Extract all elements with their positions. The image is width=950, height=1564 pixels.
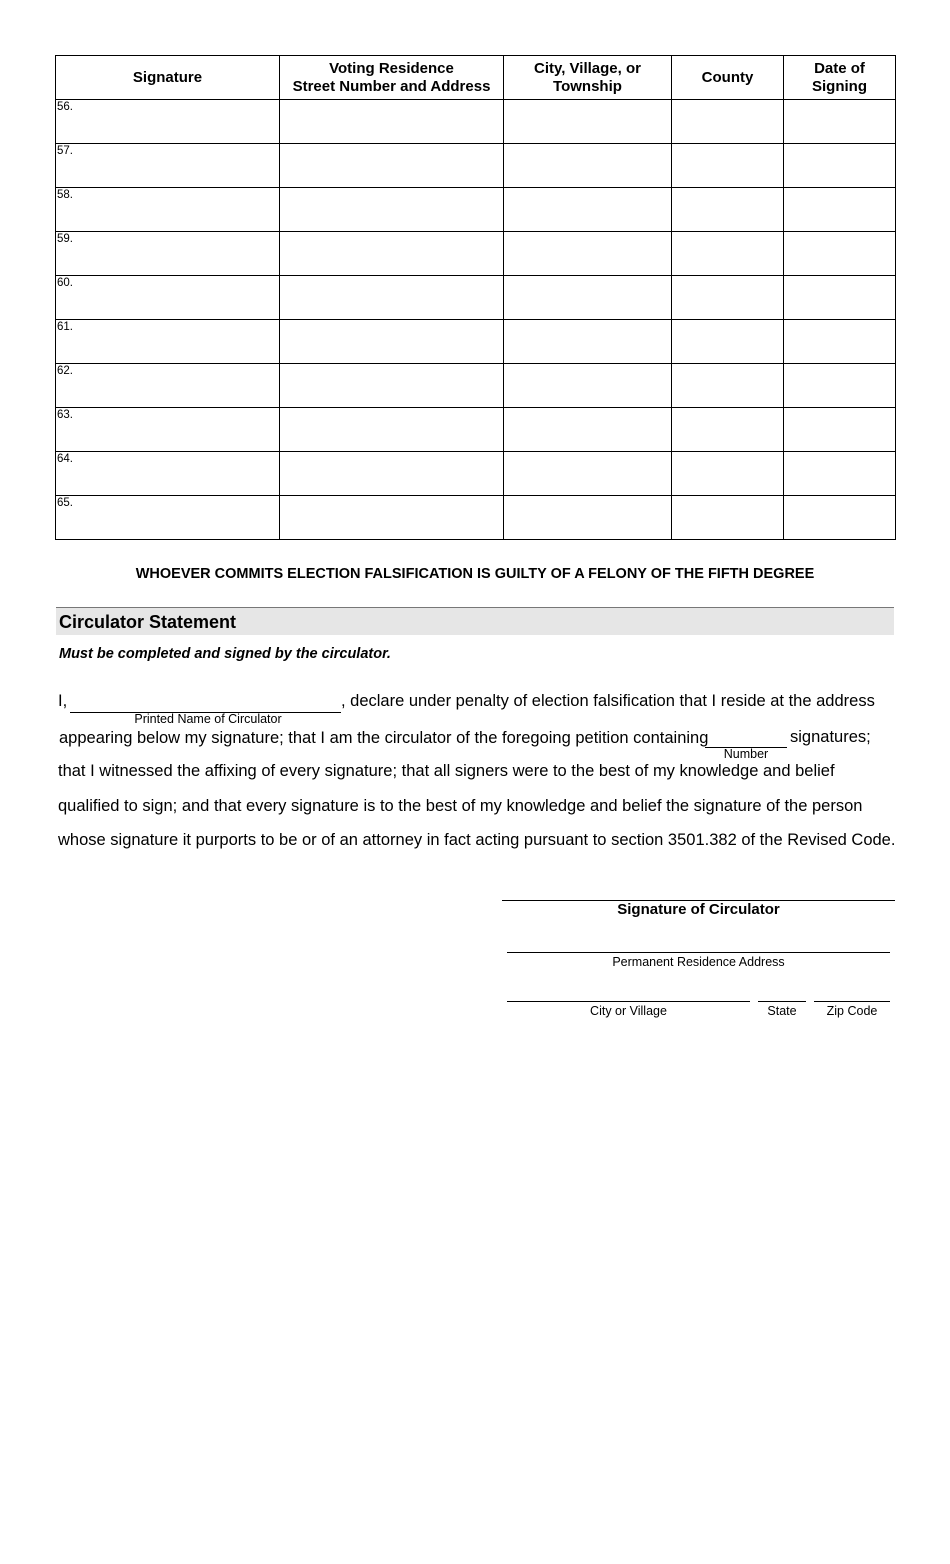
county-cell[interactable]: [672, 276, 784, 320]
county-cell[interactable]: [672, 320, 784, 364]
table-row: [56, 364, 896, 408]
city-cell[interactable]: [504, 144, 672, 188]
address-cell[interactable]: [280, 144, 504, 188]
zip-code-field[interactable]: [814, 985, 890, 1002]
date-cell[interactable]: [784, 408, 896, 452]
table-row: [56, 144, 896, 188]
address-cell[interactable]: [280, 496, 504, 540]
signature-cell[interactable]: [56, 496, 280, 540]
city-cell[interactable]: [504, 408, 672, 452]
statement-line1-prefix: I,: [58, 692, 68, 710]
signature-cell[interactable]: [56, 188, 280, 232]
header-voting-residence: Voting Residence Street Number and Address: [280, 56, 504, 100]
table-row: [56, 232, 896, 276]
row-number: 59.: [57, 233, 73, 245]
statement-line2-suffix: signatures;: [790, 728, 871, 746]
circulator-signature-label: Signature of Circulator: [617, 901, 780, 918]
circulator-signature-field[interactable]: [502, 884, 895, 901]
county-cell[interactable]: [672, 364, 784, 408]
residence-address-field[interactable]: [507, 936, 890, 953]
address-cell[interactable]: [280, 276, 504, 320]
city-cell[interactable]: [504, 100, 672, 144]
date-cell[interactable]: [784, 320, 896, 364]
row-number: 58.: [57, 189, 73, 201]
date-cell[interactable]: [784, 276, 896, 320]
date-cell[interactable]: [784, 232, 896, 276]
table-row: [56, 320, 896, 364]
signature-cell[interactable]: [56, 452, 280, 496]
address-cell[interactable]: [280, 232, 504, 276]
county-cell[interactable]: [672, 496, 784, 540]
county-cell[interactable]: [672, 408, 784, 452]
row-number: 65.: [57, 497, 73, 509]
signature-cell[interactable]: [56, 100, 280, 144]
row-number: 61.: [57, 321, 73, 333]
address-cell[interactable]: [280, 408, 504, 452]
row-number: 62.: [57, 365, 73, 377]
section-title: Circulator Statement: [59, 612, 237, 632]
county-cell[interactable]: [672, 188, 784, 232]
row-number: 57.: [57, 145, 73, 157]
row-number: 60.: [57, 277, 73, 289]
city-cell[interactable]: [504, 452, 672, 496]
address-cell[interactable]: [280, 452, 504, 496]
statement-line1-suffix: , declare under penalty of election falsification that I reside at the address: [341, 692, 875, 710]
header-county: County: [672, 56, 784, 100]
table-row: [56, 276, 896, 320]
address-cell[interactable]: [280, 320, 504, 364]
address-cell[interactable]: [280, 100, 504, 144]
statement-line5: whose signature it purports to be or of an attorney in fact acting pursuant to section 3501.382 of the Revised Code.: [58, 831, 896, 849]
city-cell[interactable]: [504, 320, 672, 364]
signature-cell[interactable]: [56, 364, 280, 408]
zip-code-label: Zip Code: [826, 1004, 878, 1018]
felony-warning: WHOEVER COMMITS ELECTION FALSIFICATION IS GUILTY OF A FELONY OF THE FIFTH DEGREE: [135, 566, 815, 582]
statement-line2-prefix: appearing below my signature; that I am the circulator of the foregoing petition containing: [59, 729, 709, 747]
date-cell[interactable]: [784, 452, 896, 496]
county-cell[interactable]: [672, 100, 784, 144]
county-cell[interactable]: [672, 232, 784, 276]
row-number: 64.: [57, 453, 73, 465]
state-label: State: [767, 1004, 797, 1018]
statement-line3: that I witnessed the affixing of every signature; that all signers were to the best of my knowledge and belief: [58, 762, 835, 780]
header-city-village-township: City, Village, or Township: [504, 56, 672, 100]
signature-table: [55, 55, 896, 540]
signature-cell[interactable]: [56, 232, 280, 276]
city-cell[interactable]: [504, 232, 672, 276]
address-cell[interactable]: [280, 188, 504, 232]
table-row: [56, 100, 896, 144]
header-signature: Signature: [56, 56, 280, 100]
row-number: 63.: [57, 409, 73, 421]
printed-name-field[interactable]: [70, 695, 341, 713]
table-header-row: [56, 56, 896, 100]
number-caption: Number: [723, 747, 769, 761]
city-cell[interactable]: [504, 496, 672, 540]
date-cell[interactable]: [784, 100, 896, 144]
address-cell[interactable]: [280, 364, 504, 408]
city-cell[interactable]: [504, 188, 672, 232]
table-row: [56, 408, 896, 452]
date-cell[interactable]: [784, 496, 896, 540]
section-instruction: Must be completed and signed by the circulator.: [59, 646, 391, 662]
date-cell[interactable]: [784, 188, 896, 232]
city-village-field[interactable]: [507, 985, 750, 1002]
statement-line4: qualified to sign; and that every signature is to the best of my knowledge and belief the signature of the person: [58, 797, 863, 815]
section-header: [56, 607, 894, 635]
residence-address-label: Permanent Residence Address: [612, 955, 785, 969]
signature-cell[interactable]: [56, 320, 280, 364]
signature-cell[interactable]: [56, 276, 280, 320]
date-cell[interactable]: [784, 364, 896, 408]
row-number: 56.: [57, 101, 73, 113]
printed-name-caption: Printed Name of Circulator: [134, 712, 282, 726]
table-row: [56, 452, 896, 496]
date-cell[interactable]: [784, 144, 896, 188]
signature-cell[interactable]: [56, 408, 280, 452]
signature-count-field[interactable]: [705, 730, 787, 748]
county-cell[interactable]: [672, 452, 784, 496]
city-village-label: City or Village: [590, 1004, 667, 1018]
city-cell[interactable]: [504, 364, 672, 408]
county-cell[interactable]: [672, 144, 784, 188]
state-field[interactable]: [758, 985, 806, 1002]
header-date-of-signing: Date of Signing: [784, 56, 896, 100]
signature-cell[interactable]: [56, 144, 280, 188]
city-cell[interactable]: [504, 276, 672, 320]
table-row: [56, 188, 896, 232]
table-row: [56, 496, 896, 540]
